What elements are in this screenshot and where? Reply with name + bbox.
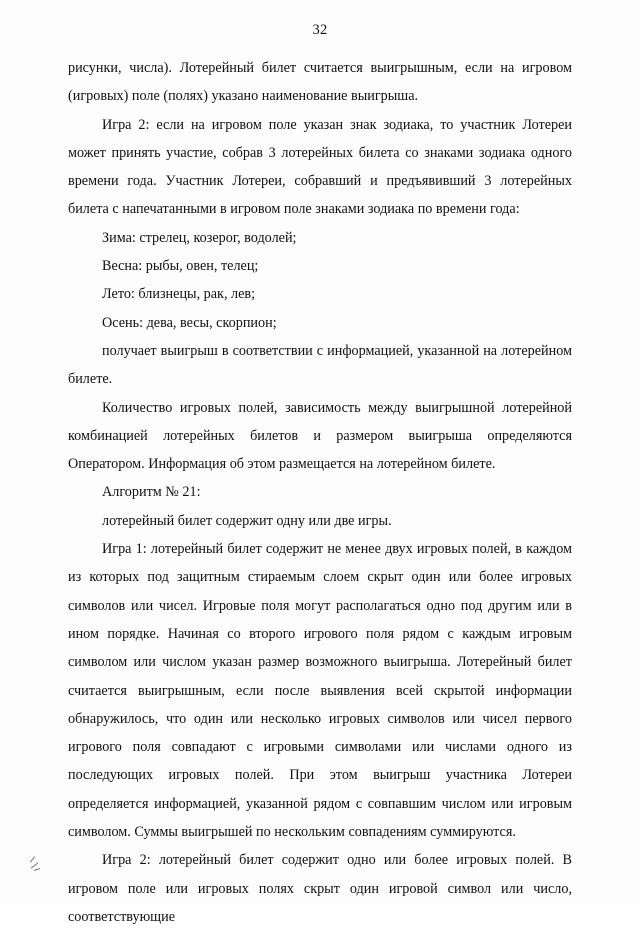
paragraph: Игра 2: если на игровом поле указан знак зодиака, то участник Лотереи может принять участие, собрав 3 лотерейных билета со знаками зодиака одного времени года. Участник Лотереи, собравший и предъявивший 3 лотерейных билета с напечатанными в игровом поле знаками зодиака по времени года: [68,116,572,218]
paragraph: рисунки, числа). Лотерейный билет считается выигрышным, если на игровом (игровых) поле (полях) указано наименование выигрыша. [68,60,572,105]
paragraph: Количество игровых полей, зависимость между выигрышной лотерейной комбинацией лотерейных билетов и размером выигрыша определяются Оператором. Информация об этом размещается на лотерейном билете. [68,399,572,473]
list-item: Лето: близнецы, рак, лев; [102,286,256,303]
list-item: Осень: дева, весы, скорпион; [102,314,277,331]
paragraph: получает выигрыш в соответствии с информацией, указанной на лотерейном билете. [68,342,572,388]
page-number: 32 [312,22,328,38]
scan-artifact-mark [28,851,52,873]
paragraph: Алгоритм № 21: [102,484,201,501]
list-item: Зима: стрелец, козерог, водолей; [102,229,297,246]
paragraph: Игра 2: лотерейный билет содержит одно или более игровых полей. В игровом поле или игровых полях скрыт один игровой символ или число, соответствующие [68,852,572,925]
paragraph: Игра 1: лотерейный билет содержит не менее двух игровых полей, в каждом из которых под защитным стираемым слоем скрыт один или более игровых символов или чисел. Игровые поля могут располагаться одно под другим или в ином порядке. Начиная со второго игрового поля рядом с каждым игровым символом или числом указан размер возможного выигрыша. Лотерейный билет считается выигрышным, если после выявления всей скрытой информации обнаружилось, что один или несколько игровых символов или чисел первого игрового поля совпадают с игровыми символами или числами одного из последующих игровых полей. При этом выигрыш участника Лотереи определяется информацией, указанной рядом с совпавшим числом или игровым символом. Суммы выигрышей по нескольким совпадениям суммируются. [68,541,572,841]
document-body [68,54,572,931]
paragraph: лотерейный билет содержит одну или две игры. [102,512,392,529]
list-item: Весна: рыбы, овен, телец; [102,258,259,275]
